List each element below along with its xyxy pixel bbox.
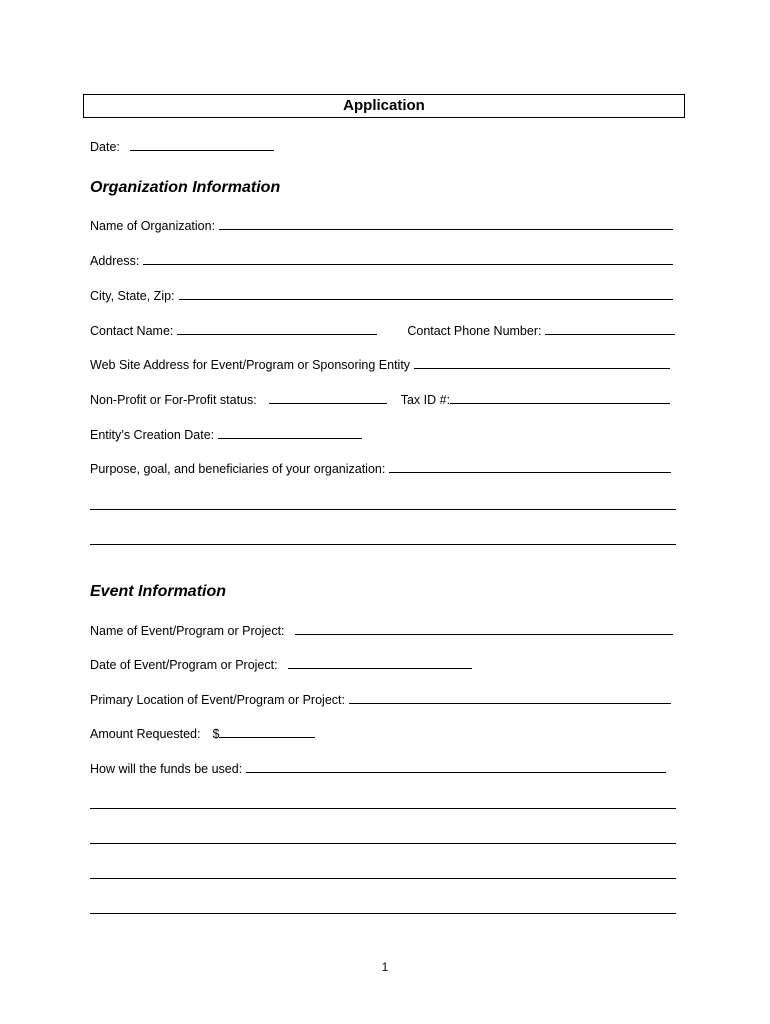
- purpose-label: Purpose, goal, and beneficiaries of your organization:: [90, 462, 386, 476]
- org-name-row: [90, 217, 673, 233]
- funds-field[interactable]: [246, 772, 666, 773]
- event-name-row: [90, 622, 673, 638]
- amount-currency: $: [212, 727, 220, 741]
- org-name-field[interactable]: [219, 229, 673, 230]
- tax-id-label: Tax ID #:: [400, 393, 451, 407]
- date-row: [90, 138, 274, 154]
- funds-line-2[interactable]: [90, 808, 676, 809]
- city-row: [90, 287, 673, 303]
- contact-name-field[interactable]: [177, 334, 377, 335]
- address-row: [90, 252, 673, 268]
- amount-field[interactable]: [219, 737, 315, 738]
- contact-row: [90, 322, 675, 338]
- amount-label: Amount Requested:: [90, 727, 201, 741]
- location-row: [90, 691, 671, 707]
- purpose-line-2[interactable]: [90, 509, 676, 510]
- address-label: Address:: [90, 254, 140, 268]
- location-field[interactable]: [349, 703, 671, 704]
- contact-phone-label: Contact Phone Number:: [407, 324, 542, 338]
- funds-row: [90, 760, 666, 776]
- event-name-field[interactable]: [295, 634, 673, 635]
- creation-date-row: [90, 426, 362, 442]
- creation-date-field[interactable]: [218, 438, 362, 439]
- organization-heading: Organization Information: [90, 179, 281, 196]
- status-label: Non-Profit or For-Profit status:: [90, 393, 257, 407]
- purpose-field[interactable]: [389, 472, 671, 473]
- address-field[interactable]: [143, 264, 673, 265]
- status-row: [90, 391, 670, 407]
- city-field[interactable]: [179, 299, 673, 300]
- contact-name-label: Contact Name:: [90, 324, 174, 338]
- amount-row: [90, 725, 315, 741]
- contact-phone-field[interactable]: [545, 334, 675, 335]
- org-name-label: Name of Organization:: [90, 219, 216, 233]
- date-field[interactable]: [130, 150, 274, 151]
- purpose-row: [90, 460, 671, 476]
- status-field[interactable]: [269, 403, 387, 404]
- city-label: City, State, Zip:: [90, 289, 175, 303]
- event-heading: Event Information: [90, 583, 227, 600]
- event-date-label: Date of Event/Program or Project:: [90, 658, 278, 672]
- date-label: Date:: [90, 140, 120, 154]
- website-label: Web Site Address for Event/Program or Sponsoring Entity: [90, 358, 411, 372]
- funds-label: How will the funds be used:: [90, 762, 243, 776]
- website-row: [90, 356, 670, 372]
- form-title: Application: [83, 94, 685, 118]
- location-label: Primary Location of Event/Program or Project:: [90, 693, 345, 707]
- funds-line-3[interactable]: [90, 843, 676, 844]
- creation-date-label: Entity’s Creation Date:: [90, 428, 215, 442]
- event-name-label: Name of Event/Program or Project:: [90, 624, 285, 638]
- funds-line-5[interactable]: [90, 913, 676, 914]
- event-date-field[interactable]: [288, 668, 472, 669]
- page-number: 1: [381, 960, 389, 974]
- purpose-line-3[interactable]: [90, 544, 676, 545]
- tax-id-field[interactable]: [450, 403, 670, 404]
- funds-line-4[interactable]: [90, 878, 676, 879]
- website-field[interactable]: [414, 368, 670, 369]
- event-date-row: [90, 656, 472, 672]
